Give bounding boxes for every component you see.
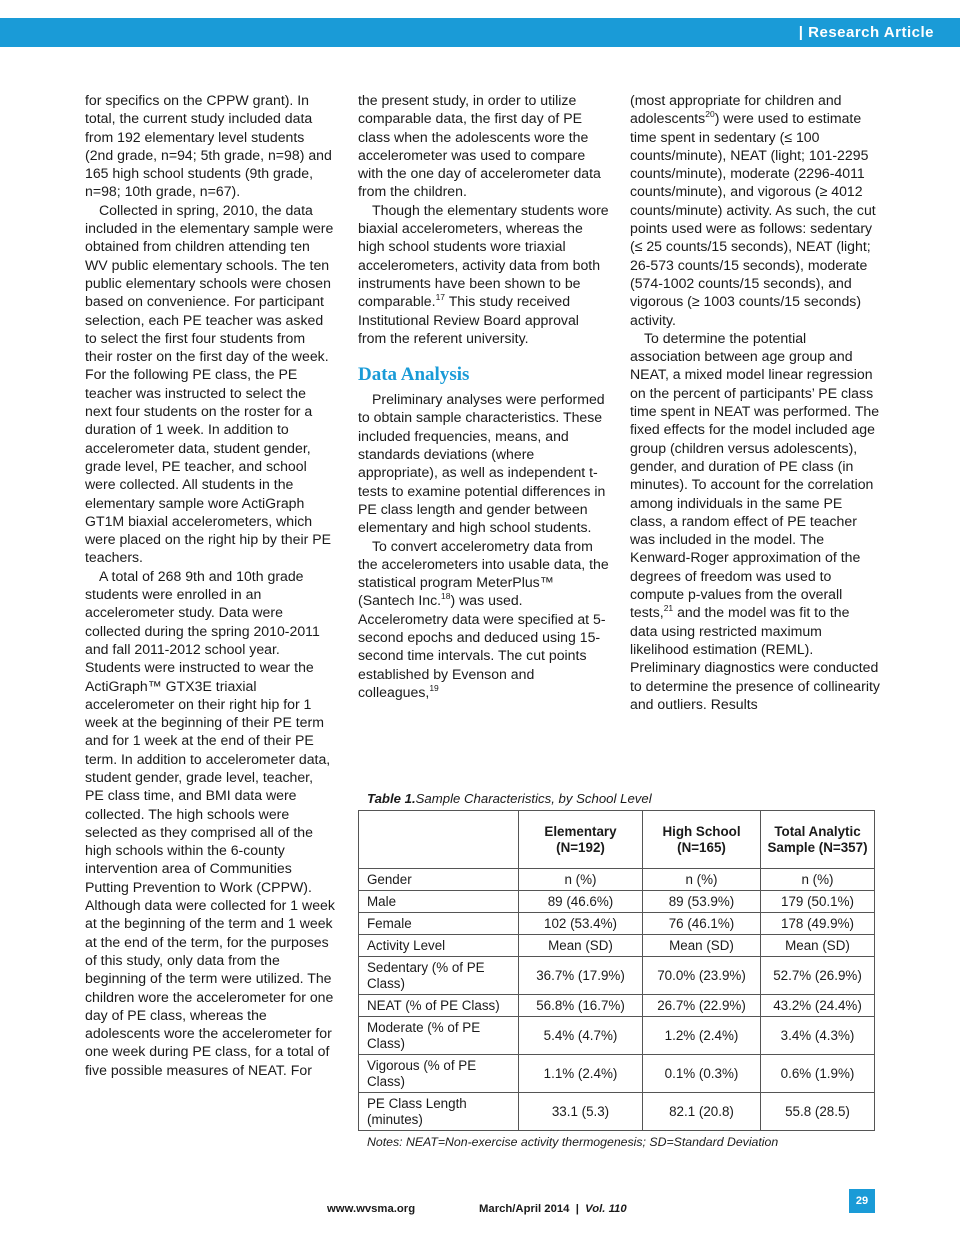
header-cell: High School (N=165) xyxy=(643,811,761,869)
text-column-2 xyxy=(358,91,610,701)
cell: 1.2% (2.4%) xyxy=(643,1017,761,1055)
cell: 178 (49.9%) xyxy=(761,913,875,935)
cell: 76 (46.1%) xyxy=(643,913,761,935)
cell: 179 (50.1%) xyxy=(761,891,875,913)
table-row xyxy=(359,1017,875,1055)
row-label: PE Class Length (minutes) xyxy=(359,1093,519,1131)
citation-ref: 20 xyxy=(705,109,715,120)
citation-ref: 21 xyxy=(663,603,674,614)
paragraph: for specifics on the CPPW grant). In total, the current study included data from 192 elementary level students (2nd grade, n=94; 5th grade, n=98) and 165 high school students (9th grade, n=98; 10th grade, n=67). xyxy=(85,92,332,200)
citation-ref: 18 xyxy=(441,591,451,602)
table-row xyxy=(359,995,875,1017)
cell: 36.7% (17.9%) xyxy=(519,957,643,995)
page-number: 29 xyxy=(849,1189,875,1213)
cell: 102 (53.4%) xyxy=(519,913,643,935)
cell: Mean (SD) xyxy=(519,935,643,957)
table-row xyxy=(359,869,875,891)
row-label: Male xyxy=(359,891,519,913)
table-row xyxy=(359,1055,875,1093)
cell: 26.7% (22.9%) xyxy=(643,995,761,1017)
row-label: Gender xyxy=(359,869,519,891)
paragraph: Collected in spring, 2010, the data included in the elementary sample were obtained from children attending ten WV public elementary schools. The ten public elementary schools were chosen based on convenience. For participant selection, each PE teacher was asked to select the first four students from their roster on the first day of the week. For the following PE class, the PE teacher was instructed to select the next four students on the roster for a duration of 1 week. In addition to accelerometer data, student gender, grade level, PE teacher, and school were collected. All students in the elementary sample wore ActiGraph GT1M biaxial accelerometers, which were placed on the right hip by their PE teachers. xyxy=(85,201,334,566)
cell: Mean (SD) xyxy=(761,935,875,957)
paragraph: To convert accelerometry data from the accelerometers into usable data, the statistical program MeterPlus™ (Santech Inc.$^{18}$) was used. Accelerometry data were specified at 5-second epochs and deduced using 15-second time intervals. The cut points established by Evenson and colleagues,$^{19}$ xyxy=(358,537,609,700)
cell: n (%) xyxy=(761,869,875,891)
cell: 5.4% (4.7%) xyxy=(519,1017,643,1055)
row-label: Activity Level xyxy=(359,935,519,957)
cell: 55.8 (28.5) xyxy=(761,1093,875,1131)
row-label: Sedentary (% of PE Class) xyxy=(359,957,519,995)
header-cell: Total Analytic Sample (N=357) xyxy=(761,811,875,869)
footer-website: www.wvsma.org xyxy=(327,1203,416,1215)
cell: 89 (53.9%) xyxy=(643,891,761,913)
cell: Mean (SD) xyxy=(643,935,761,957)
cell: 3.4% (4.3%) xyxy=(761,1017,875,1055)
table-notes: Notes: NEAT=Non-exercise activity thermogenesis; SD=Standard Deviation xyxy=(367,1135,779,1149)
cell: 33.1 (5.3) xyxy=(519,1093,643,1131)
row-label: Female xyxy=(359,913,519,935)
row-label: NEAT (% of PE Class) xyxy=(359,995,519,1017)
header-bar xyxy=(0,18,960,47)
section-heading: Data Analysis xyxy=(358,364,470,386)
cell: 70.0% (23.9%) xyxy=(643,957,761,995)
paragraph: Though the elementary students wore biaxial accelerometers, whereas the high school students wore triaxial accelerometers, activity data from both instruments have been shown to be comparable.$^{17}$ This study received Institutional Review Board approval from the referent university. xyxy=(358,201,609,346)
citation-ref: 17 xyxy=(435,292,446,303)
sample-characteristics-table xyxy=(358,810,875,1131)
cell: n (%) xyxy=(519,869,643,891)
footer-issue: March/April 2014 | Vol. 110 xyxy=(479,1203,627,1215)
table-header-row xyxy=(359,811,875,869)
cell: 0.6% (1.9%) xyxy=(761,1055,875,1093)
paragraph: (most appropriate for children and adolescents$^{20}$) were used to estimate time spent in sedentary (≤ 100 counts/minute), NEAT (light; 101-2295 counts/minute), moderate (2296-4011 counts/minute), and vigorous (≥ 4012 counts/minute) activity. As such, the cut points used were as follows: sedentary (≤ 25 counts/15 seconds), NEAT (light; 26-573 counts/15 seconds), moderate (574-1002 counts/15 seconds), and vigorous (≥ 1003 counts/15 seconds) activity. xyxy=(630,92,876,328)
table-row xyxy=(359,957,875,995)
table-row xyxy=(359,891,875,913)
header-cell-blank xyxy=(359,811,519,869)
text-column-3 xyxy=(630,91,880,713)
table-row xyxy=(359,913,875,935)
row-label: Vigorous (% of PE Class) xyxy=(359,1055,519,1093)
paragraph: To determine the potential association between age group and NEAT, a mixed model linear regression on the percent of participants’ PE class time spent in NEAT was performed. The fixed effects for the model included age group (children versus adolescents), gender, and duration of PE class (in minutes). To account for the correlation among individuals in the same PE class, a random effect of PE teacher was included in the model. The Kenward-Roger approximation of the degrees of freedom was used to compute p-values from the overall tests,$^{21}$ and the model was fit to the data using restricted maximum likelihood estimation (REML). Preliminary diagnostics were conducted to determine the presence of collinearity and outliers. Results xyxy=(630,329,880,712)
text-column-1 xyxy=(85,91,335,1079)
paragraph: A total of 268 9th and 10th grade students were enrolled in an accelerometer study. Data were collected during the spring 2010-2011 and fall 2011-2012 school year. Students were instructed to wear the ActiGraph™ GTX3E triaxial accelerometer on their right hip for 1 week at the beginning of their PE term and for 1 week at the end of their PE term. In addition to accelerometer data, student gender, grade level, teacher, PE class time, and BMI data were collected. The high schools were selected as they comprised all of the high schools within the 6-county intervention area of Communities Putting Prevention to Work (CPPW). Although data were collected for 1 week at the beginning of the term and 1 week at the end of the term, for the purposes of this study, only data from the beginning of the term were utilized. The children wore the accelerometer for one day of PE class, whereas the adolescents wore the accelerometer for one week during PE class, for a total of five possible measures of NEAT. For xyxy=(85,567,335,1078)
cell: 56.8% (16.7%) xyxy=(519,995,643,1017)
table-row xyxy=(359,935,875,957)
cell: 89 (46.6%) xyxy=(519,891,643,913)
cell: n (%) xyxy=(643,869,761,891)
cell: 1.1% (2.4%) xyxy=(519,1055,643,1093)
table-row xyxy=(359,1093,875,1131)
section-label: | Research Article xyxy=(798,24,934,41)
cell: 82.1 (20.8) xyxy=(643,1093,761,1131)
citation-ref: 19 xyxy=(429,682,439,693)
paragraph: the present study, in order to utilize comparable data, the first day of PE class when the adolescents wore the accelerometer was used to compare with the one day of accelerometer data from the children. xyxy=(358,92,601,200)
cell: 0.1% (0.3%) xyxy=(643,1055,761,1093)
paragraph: Preliminary analyses were performed to obtain sample characteristics. These included frequencies, means, and standards deviations (where appropriate), as well as independent t-tests to examine potential differences in PE class length and gender between elementary and high school students. xyxy=(358,391,606,536)
header-cell: Elementary (N=192) xyxy=(519,811,643,869)
cell: 43.2% (24.4%) xyxy=(761,995,875,1017)
cell: 52.7% (26.9%) xyxy=(761,957,875,995)
table-caption: Table 1.Sample Characteristics, by School Level xyxy=(367,791,652,806)
row-label: Moderate (% of PE Class) xyxy=(359,1017,519,1055)
